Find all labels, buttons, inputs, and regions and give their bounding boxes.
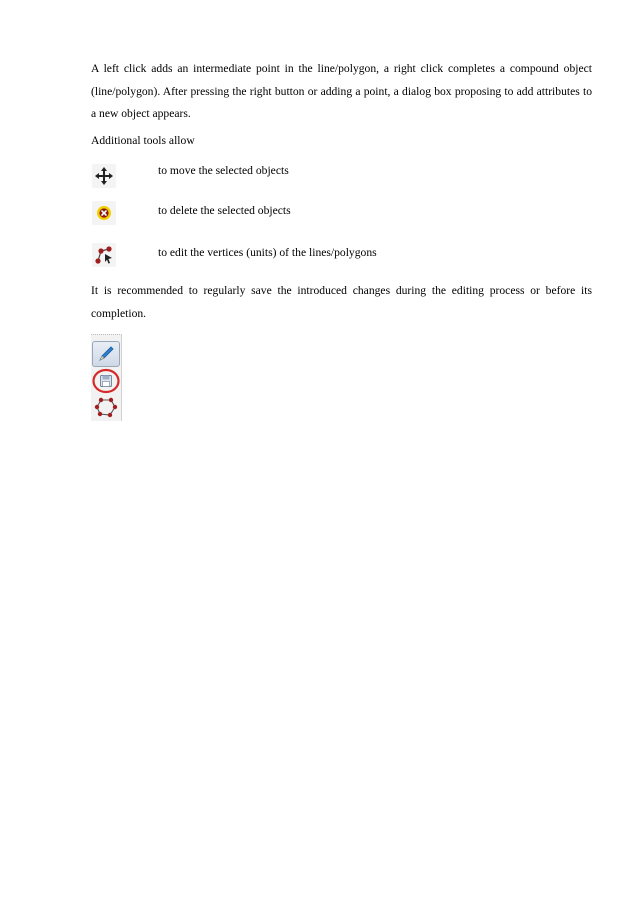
move-tool-description: to move the selected objects — [158, 164, 289, 177]
vertex-edit-icon — [92, 243, 116, 267]
pencil-edit-icon — [92, 341, 120, 367]
polygon-nodes-icon — [92, 394, 120, 420]
delete-x-icon — [92, 201, 116, 225]
intro-paragraph: A left click adds an intermediate point in the line/polygon, a right click completes a compound object (line/polygon). After pressing the right button or adding a point, a dialog box proposing to add attributes to a new object appears. — [91, 62, 592, 120]
delete-tool-description: to delete the selected objects — [158, 204, 291, 217]
move-arrows-icon — [92, 164, 116, 188]
additional-tools-heading: Additional tools allow — [91, 134, 195, 147]
editing-toolbar — [91, 334, 122, 421]
vertex-tool-description: to edit the vertices (units) of the lines/polygons — [158, 246, 377, 259]
save-recommendation-paragraph: It is recommended to regularly save the introduced changes during the editing process or before its completion. — [91, 284, 592, 320]
save-disk-icon — [92, 368, 120, 394]
